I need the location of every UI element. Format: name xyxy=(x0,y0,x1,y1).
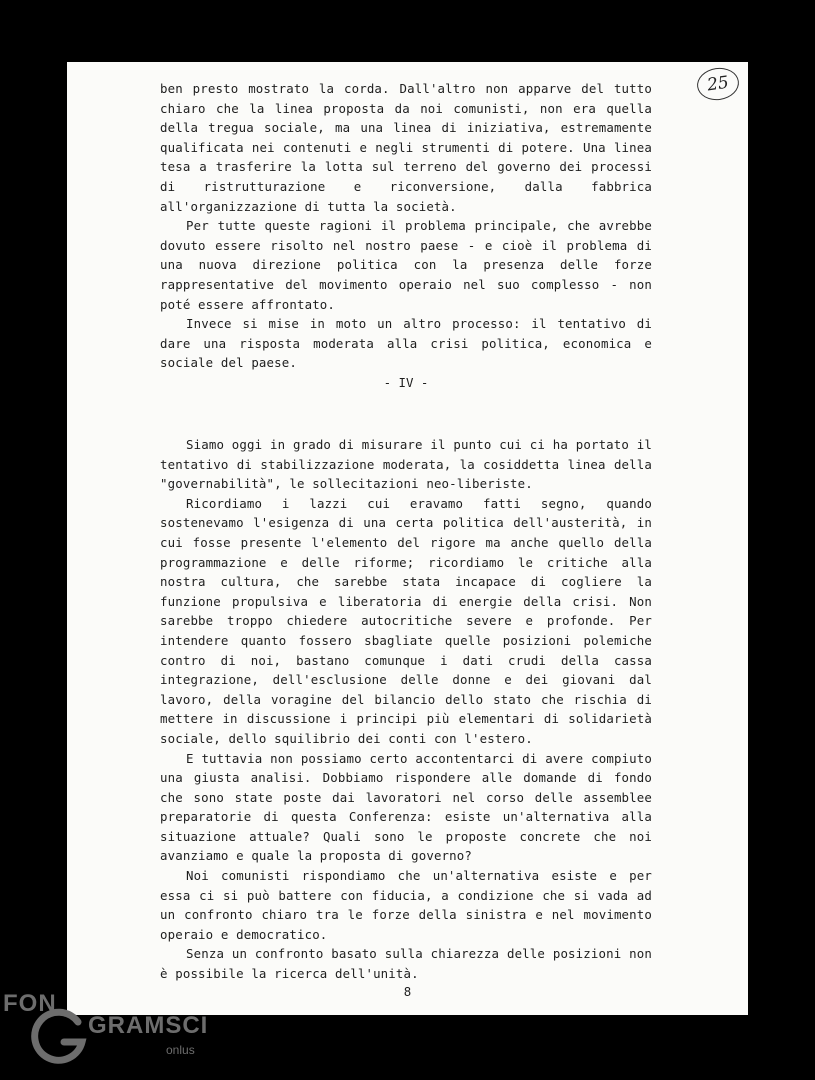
page-annotation: 25 xyxy=(695,65,741,103)
watermark-g-icon xyxy=(30,1008,90,1068)
watermark-logo xyxy=(0,990,230,1080)
text-block-bottom xyxy=(160,435,652,984)
paragraph: Invece si mise in moto un altro processo: il tentativo di dare una risposta moderata alla crisi politica, economica e sociale del paese. xyxy=(160,316,652,371)
section-heading: - IV - xyxy=(383,375,429,390)
watermark-text-fon: FON xyxy=(3,990,57,1017)
paragraph: Per tutte queste ragioni il problema principale, che avrebbe dovuto essere risolto nel nostro paese - e cioè il problema di una nuova direzione politica con la presenza delle forze rappresentative del movimento operaio nel suo complesso - non poté essere affrontato. xyxy=(160,218,652,312)
paragraph: Ricordiamo i lazzi cui eravamo fatti segno, quando sostenevamo l'esigenza di una certa politica dell'austerità, in cui fosse presente l'elemento del rigore ma anche quello della programmazione e delle riforme; ricordiamo le critiche alla nostra cultura, che sarebbe stata incapace di cogliere la funzione propulsiva e liberatoria di energie della crisi. Non sarebbe troppo chiedere autocritiche severe e profonde. Per intendere quanto fossero sbagliate quelle posizioni polemiche contro di noi, bastano comunque i dati crudi della cassa integrazione, dell'esclusione delle donne e dei giovani dal lavoro, della voragine del bilancio dello stato che rischia di mettere in discussione i principi più elementari di solidarietà sociale, dello squilibrio dei conti con l'estero. xyxy=(160,495,652,746)
paragraph: ben presto mostrato la corda. Dall'altro non apparve del tutto chiaro che la linea proposta da noi comunisti, non era quella della tregua sociale, ma una linea di iniziativa, estremamente qualificata nei contenuti e negli strumenti di potere. Una linea tesa a trasferire la lotta sul terreno del governo dei processi di ristrutturazione e riconversione, dalla fabbrica all'organizzazione di tutta la società. xyxy=(160,81,652,214)
document-page xyxy=(67,62,748,1015)
paragraph: Noi comunisti rispondiamo che un'alternativa esiste e per essa ci si può battere con fiducia, a condizione che si vada ad un confronto chiaro tra le forze della sinistra e nel movimento operaio e democratico. xyxy=(160,868,652,942)
page-number: 8 xyxy=(403,984,412,999)
paragraph: Senza un confronto basato sulla chiarezza delle posizioni non è possibile la ricerca dell'unità. xyxy=(160,946,652,982)
watermark-text-gramsci: GRAMSCI xyxy=(88,1012,209,1039)
watermark-text-onlus: onlus xyxy=(166,1043,195,1057)
paragraph: Siamo oggi in grado di misurare il punto cui ci ha portato il tentativo di stabilizzazione moderata, la cosiddetta linea della "governabilità", le sollecitazioni neo-liberiste. xyxy=(160,437,652,492)
text-block-top xyxy=(160,79,652,373)
paragraph: E tuttavia non possiamo certo accontentarci di avere compiuto una giusta analisi. Dobbiamo rispondere alle domande di fondo che sono state poste dai lavoratori nel corso delle assemblee preparatorie di questa Conferenza: esiste un'alternativa alla situazione attuale? Quali sono le proposte concrete che noi avanziamo e quale la proposta di governo? xyxy=(160,750,652,864)
